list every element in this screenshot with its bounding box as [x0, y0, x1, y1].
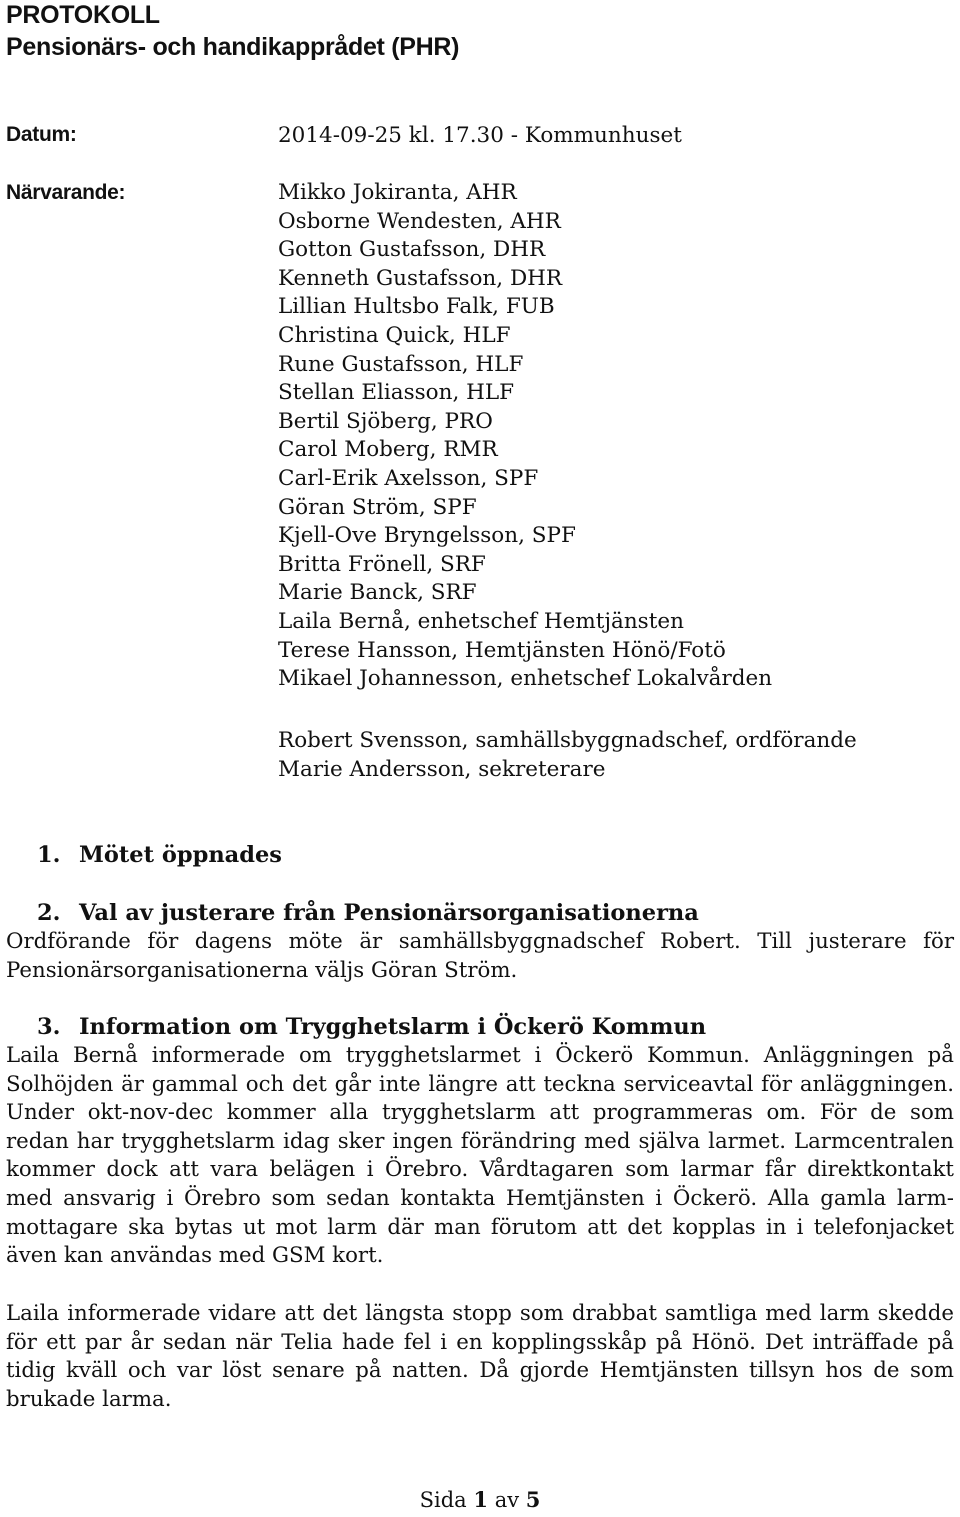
list-item: Bertil Sjöberg, PRO: [278, 408, 493, 434]
attendees-list: [278, 179, 772, 694]
list-item: Kenneth Gustafsson, DHR: [278, 265, 563, 291]
list-item: Mikael Johannesson, enhetschef Lokalvården: [278, 666, 773, 692]
list-item: Carl-Erik Axelsson, SPF: [278, 465, 539, 491]
list-item: Marie Andersson, sekreterare: [278, 756, 606, 782]
list-item: Laila Bernå, enhetschef Hemtjänsten: [278, 608, 684, 634]
list-item: Carol Moberg, RMR: [278, 437, 498, 463]
attendees-label: Närvarande:: [6, 181, 126, 204]
footer-page-number: 1: [473, 1487, 488, 1512]
document-subtitle: Pensionärs- och handikapprådet (PHR): [6, 33, 460, 61]
list-item: Rune Gustafsson, HLF: [278, 351, 524, 377]
list-item: Robert Svensson, samhällsbyggnadschef, ordförande: [278, 728, 857, 753]
date-label: Datum:: [6, 123, 77, 146]
page-footer: [0, 1486, 960, 1514]
footer-total-pages: 5: [525, 1487, 541, 1512]
list-item: Britta Frönell, SRF: [278, 551, 486, 577]
document-title: PROTOKOLL: [6, 1, 160, 29]
officials-list: [278, 727, 857, 784]
list-item: Marie Banck, SRF: [278, 580, 477, 606]
list-item: Christina Quick, HLF: [278, 322, 511, 348]
list-item: Gotton Gustafsson, DHR: [278, 237, 546, 263]
paragraph: Laila Bernå informerade om trygghetslarmet i Öckerö Kommun. Anläggningen på Solhöjden är gammal och det går inte längre att teckna serviceavtal för anläggningen. Under okt-nov-dec kommer alla trygghetslarm att programmeras om. För de som redan har trygghetslarm idag sker ingen förändring med själva larmet. Larmcentralen kommer dock att vara belägen i Örebro. Vårdtagaren som larmar får direktkontakt med ansvarig i Örebro som sedan kontakta Hemtjänsten i Öckerö. Alla gamla larm-mottagare ska bytas ut mot larm där man förutom att det kopplas in i telefonjacket även kan användas med GSM kort.: [6, 1043, 954, 1269]
paragraph: Laila informerade vidare att det längsta stopp som drabbat samtliga med larm skedde för ett par år sedan när Telia hade fel i en kopplingsskåp på Hönö. Det inträffade på tidig kväll och var löst senare på natten. Då gjorde Hemtjänsten tillsyn hos de som brukade larma.: [6, 1301, 954, 1412]
list-item: Mikko Jokiranta, AHR: [278, 180, 517, 205]
section-heading: [37, 1013, 706, 1041]
section-heading: [37, 899, 699, 927]
footer-prefix: Sida: [419, 1488, 467, 1512]
date-value: 2014-09-25 kl. 17.30 - Kommunhuset: [278, 123, 682, 148]
list-item: Kjell-Ove Bryngelsson, SPF: [278, 523, 576, 549]
paragraph: Ordförande för dagens möte är samhällsbyggnadschef Robert. Till justerare för Pensionärsorganisationerna väljs Göran Ström.: [6, 929, 954, 983]
section-number: 1.: [37, 842, 61, 868]
list-item: Terese Hansson, Hemtjänsten Hönö/Fotö: [278, 637, 726, 663]
section-title: Mötet öppnades: [79, 842, 282, 868]
section-title: Information om Trygghetslarm i Öckerö Kommun: [79, 1014, 707, 1040]
list-item: Göran Ström, SPF: [278, 494, 477, 520]
section-heading: [37, 841, 282, 869]
section-title: Val av justerare från Pensionärsorganisationerna: [79, 900, 699, 926]
section-number: 3.: [37, 1014, 61, 1040]
section-number: 2.: [37, 900, 61, 926]
list-item: Stellan Eliasson, HLF: [278, 380, 515, 406]
list-item: Lillian Hultsbo Falk, FUB: [278, 294, 555, 320]
list-item: Osborne Wendesten, AHR: [278, 208, 561, 234]
footer-separator: av: [494, 1488, 520, 1512]
